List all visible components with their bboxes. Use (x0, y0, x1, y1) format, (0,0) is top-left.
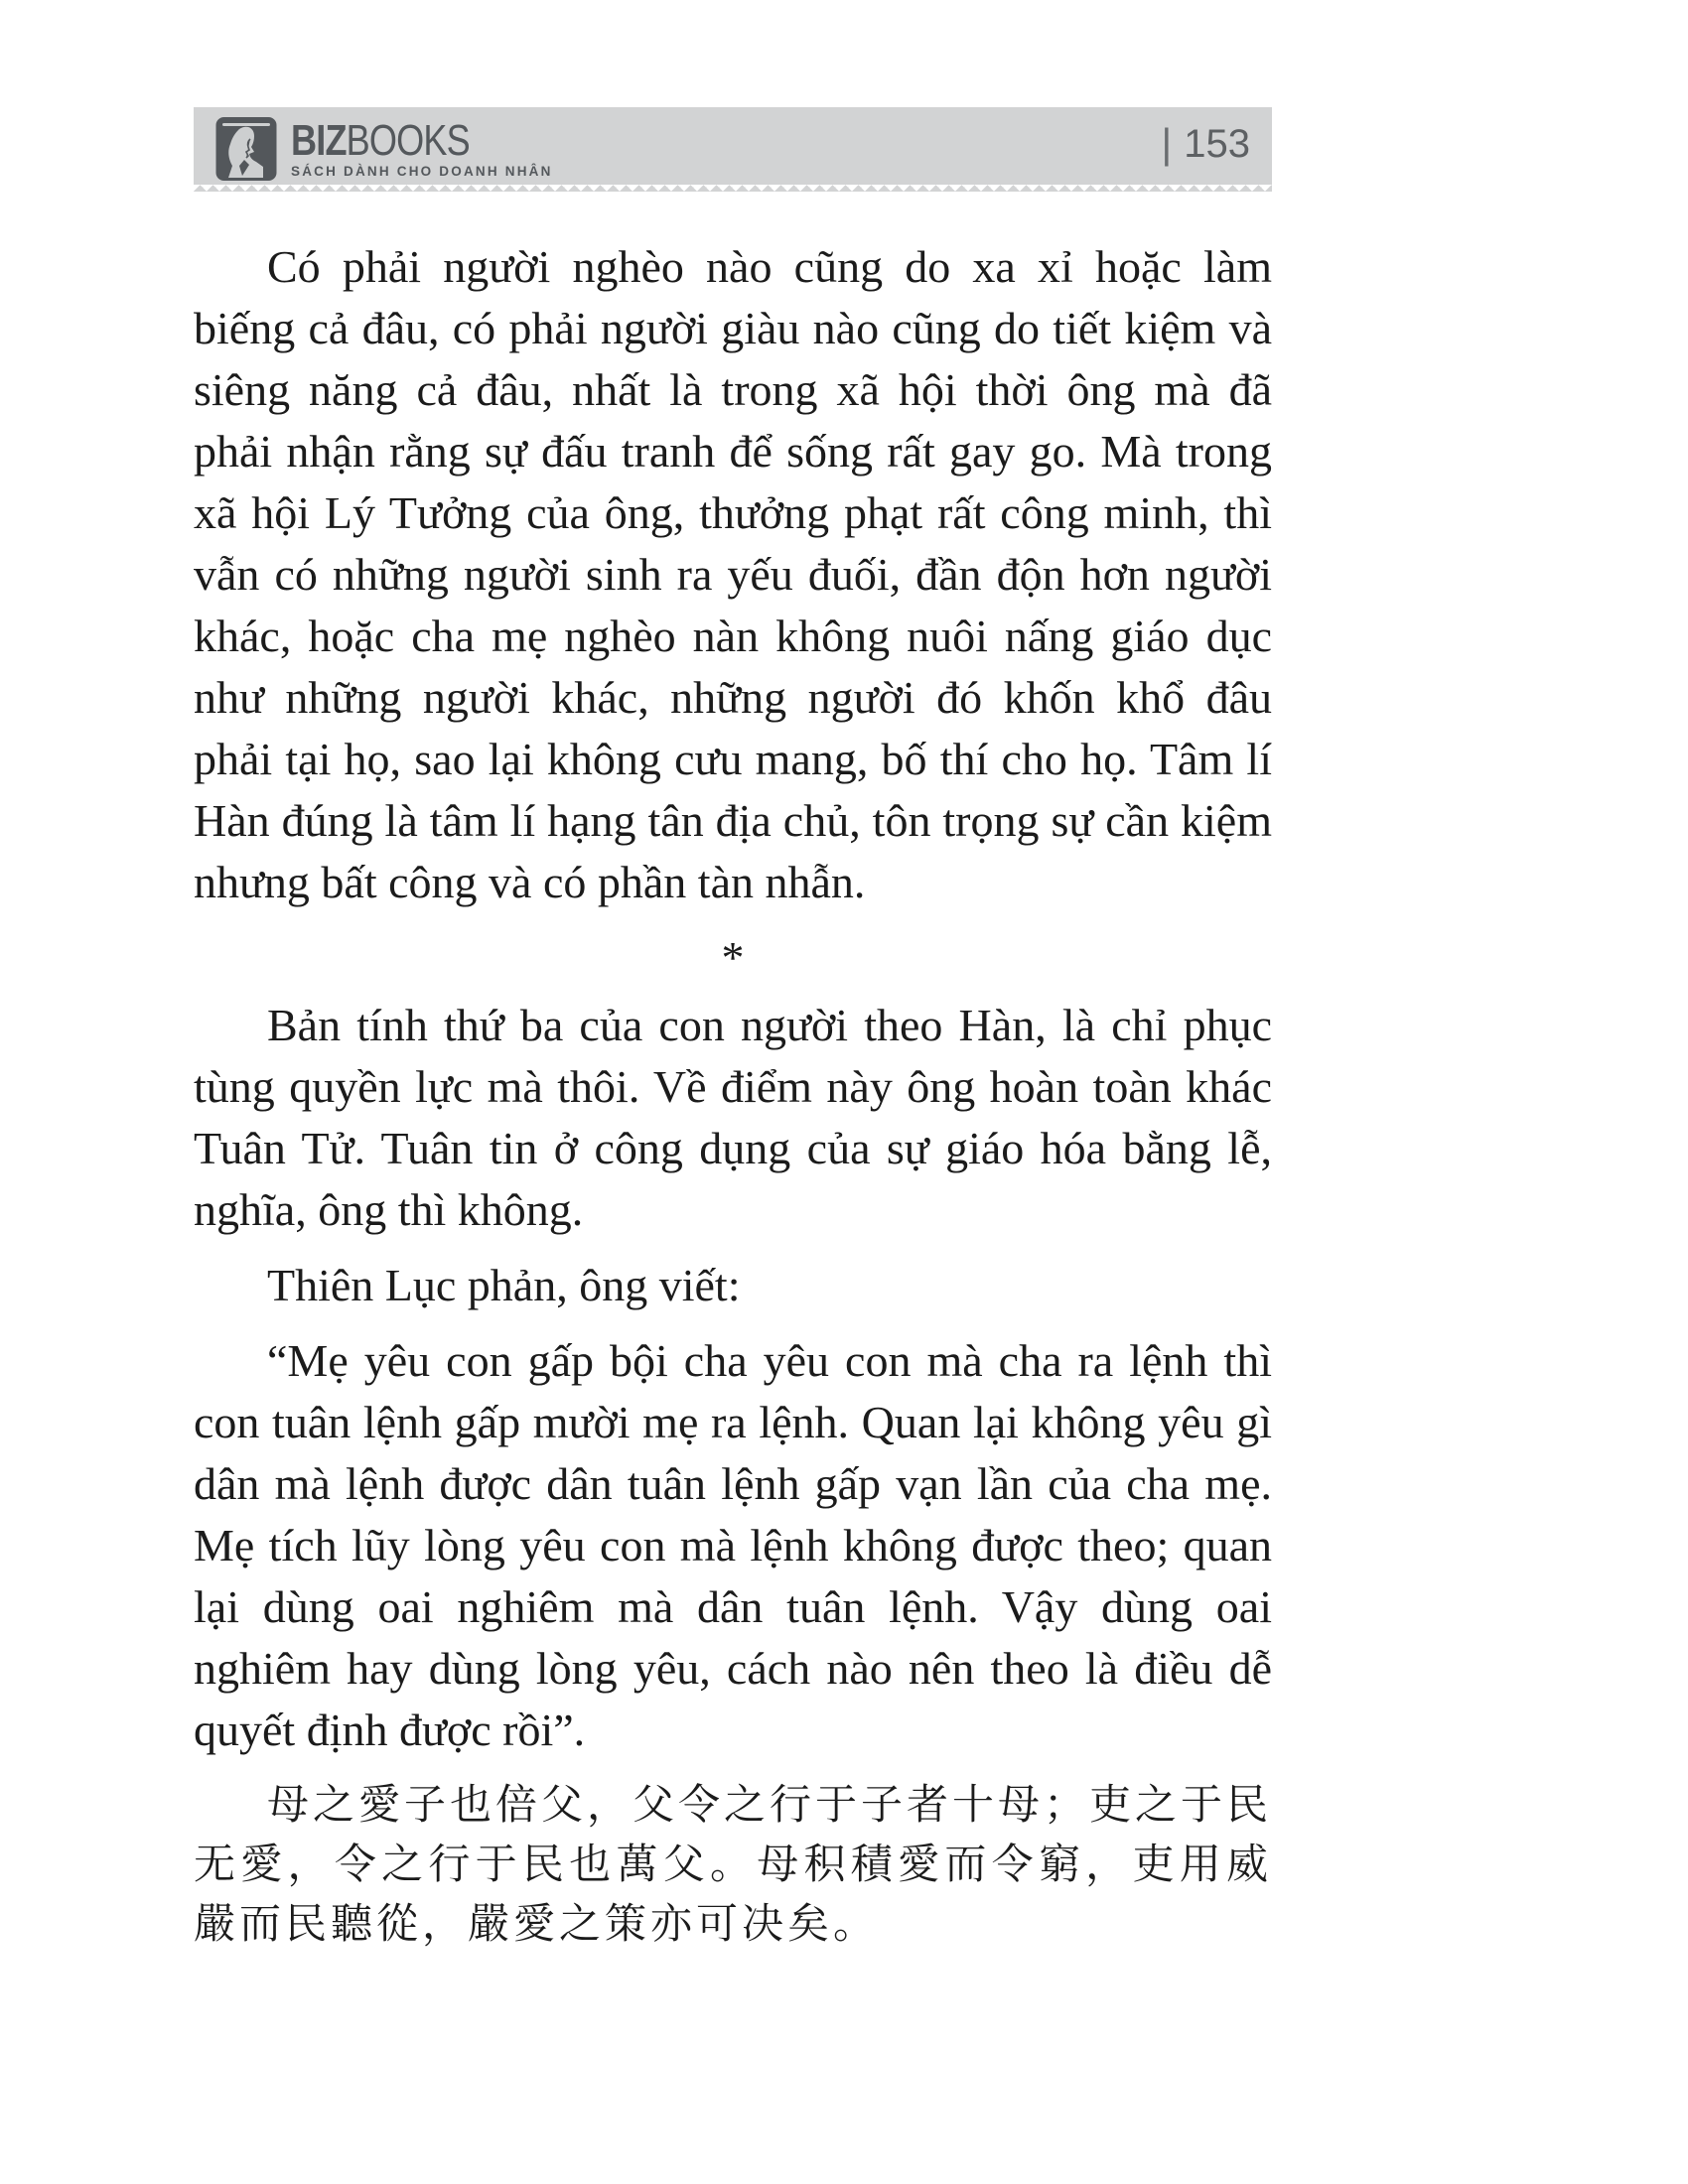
header-perforated-edge (194, 185, 1272, 192)
brand-name (291, 116, 505, 165)
quote-paragraph: “Mẹ yêu con gấp bội cha yêu con mà cha ra lệnh thì con tuân lệnh gấp mười mẹ ra lệnh. Quan lại không yêu gì dân mà lệnh được dân tuân lệnh gấp vạn lần của cha mẹ. Mẹ tích lũy lòng yêu con mà lệnh không được theo; quan lại dùng oai nghiêm mà dân tuân lệnh. Vậy dùng oai nghiêm hay dùng lòng yêu, cách nào nên theo là điều dễ quyết định được rồi”. (194, 1335, 1272, 1755)
section-separator: * (721, 932, 745, 983)
paragraph-1: Có phải người nghèo nào cũng do xa xỉ hoặc làm biếng cả đâu, có phải người giàu nào cũng do tiết kiệm và siêng năng cả đâu, nhất là trong xã hội thời ông mà đã phải nhận rằng sự đấu tranh để sống rất gay go. Mà trong xã hội Lý Tưởng của ông, thưởng phạt rất công minh, thì vẫn có những người sinh ra yếu đuối, đần độn hơn người khác, hoặc cha mẹ nghèo nàn không nuôi nấng giáo dục như những người khác, những người đó khốn khổ đâu phải tại họ, sao lại không cưu mang, bố thí cho họ. Tâm lí Hàn đúng là tâm lí hạng tân địa chủ, tôn trọng sự cần kiệm nhưng bất công và có phần tàn nhẫn. (194, 241, 1272, 907)
bizbooks-logo-icon (215, 115, 277, 183)
brand-tagline: SÁCH DÀNH CHO DOANH NHÂN (291, 164, 553, 179)
brand-name-biz: BIZ (291, 116, 347, 165)
page-number-value: 153 (1184, 121, 1250, 166)
paragraph-2: Bản tính thứ ba của con người theo Hàn, là chỉ phục tùng quyền lực mà thôi. Về điểm này ông hoàn toàn khác Tuân Tử. Tuân tin ở công dụng của sự giáo hóa bằng lễ, nghĩa, ông thì không. (194, 1000, 1272, 1235)
brand-text (291, 116, 553, 185)
page-content (194, 236, 1272, 1968)
chinese-quote: 母之愛子也倍父，父令之行于子者十母；吏之于民无愛，令之行于民也萬父。母积積愛而令窮，吏用威嚴而民聽從，嚴愛之策亦可决矣。 (194, 1780, 1273, 1948)
page-number (1161, 120, 1250, 172)
page-header (194, 107, 1272, 185)
paragraph-3: Thiên Lục phản, ông viết: (267, 1260, 741, 1310)
brand-name-books: BOOKS (346, 116, 470, 165)
bizbooks-brand (215, 107, 553, 185)
page-number-separator: | (1161, 120, 1173, 167)
